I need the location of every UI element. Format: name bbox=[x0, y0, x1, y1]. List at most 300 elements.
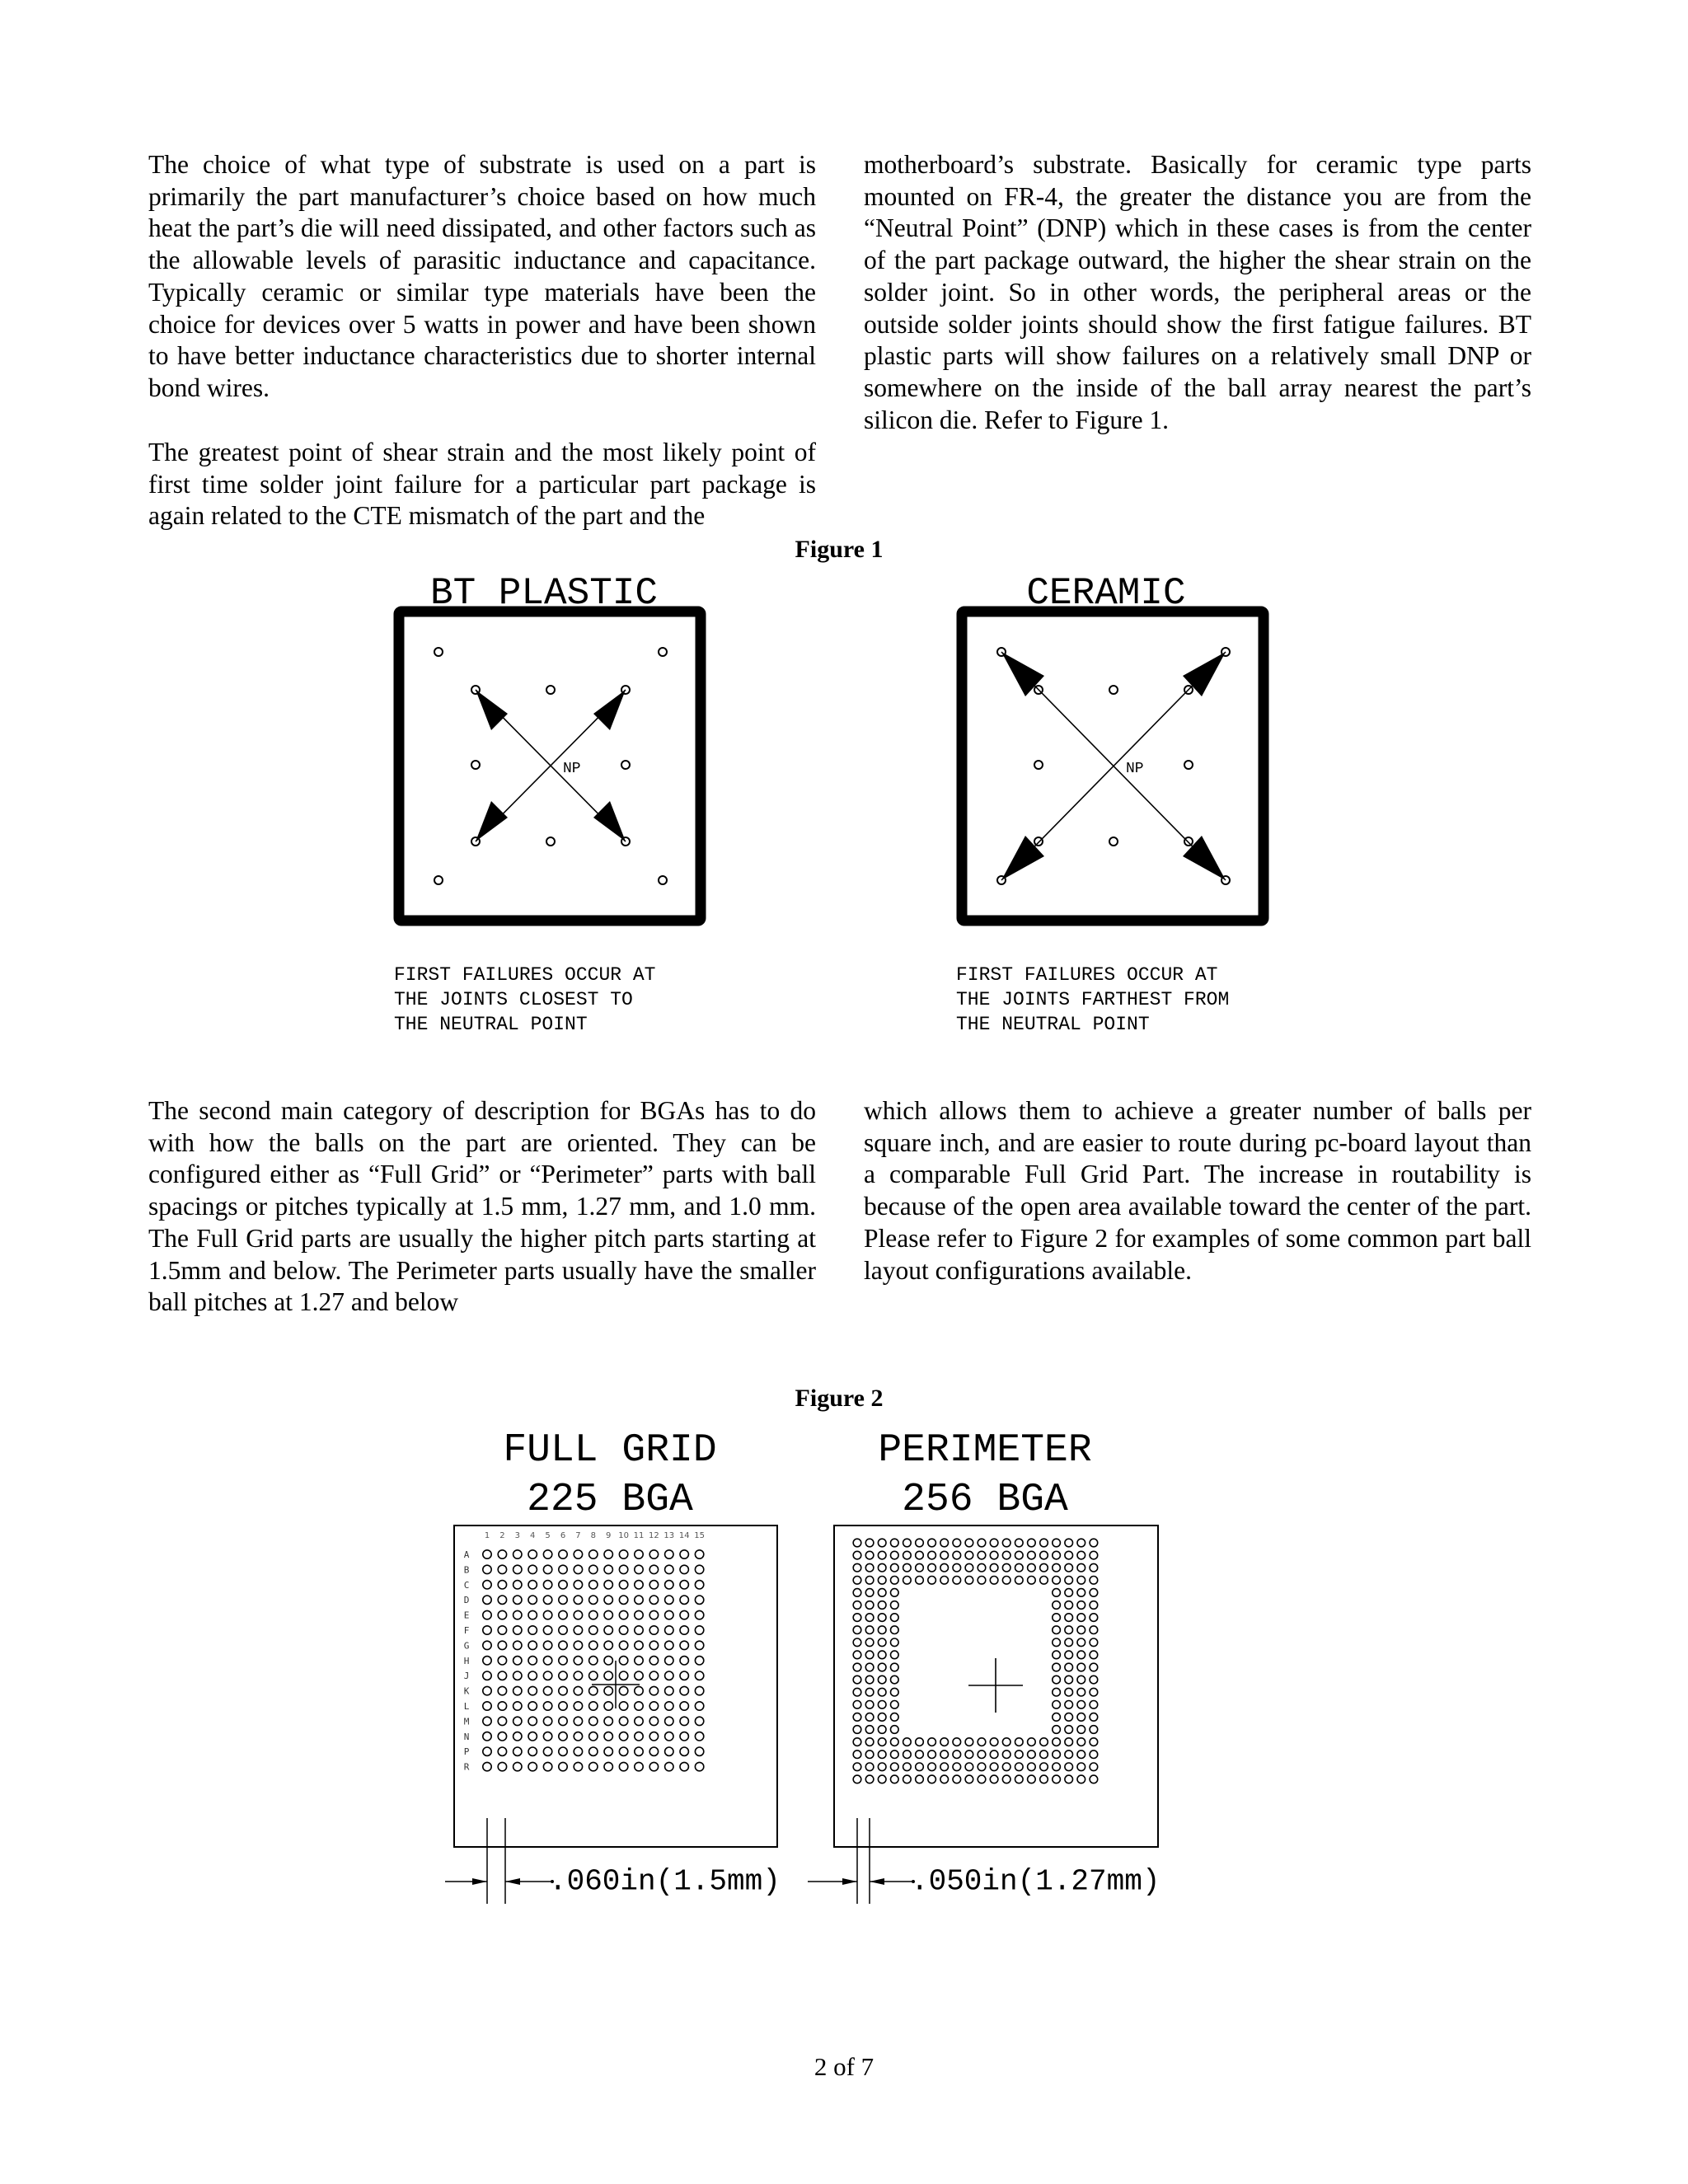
column-label: 14 bbox=[678, 1531, 690, 1540]
solder-ball bbox=[903, 1577, 912, 1585]
solder-ball bbox=[1090, 1601, 1098, 1610]
solder-ball bbox=[978, 1738, 986, 1746]
solder-ball bbox=[1065, 1726, 1073, 1734]
solder-ball bbox=[990, 1539, 998, 1547]
solder-ball bbox=[891, 1551, 899, 1559]
solder-ball bbox=[1002, 1577, 1010, 1585]
solder-ball bbox=[619, 1747, 627, 1755]
solder-ball bbox=[695, 1596, 703, 1604]
solder-ball bbox=[928, 1563, 936, 1572]
solder-ball bbox=[574, 1581, 582, 1589]
solder-ball bbox=[559, 1565, 567, 1573]
paragraph-substrate-choice: The choice of what type of substrate is used on a part is primarily the part manufacturer’s choice based on how much heat the part’s die will need dissipated, and other factors such as the allowable levels of parasitic inductance and capacitance. Typically ceramic or similar type materials have been the choice for devices over 5 watts in power and have been shown to have better inductance characteristics due to shorter internal bond wires. bbox=[148, 150, 816, 402]
solder-ball bbox=[559, 1596, 567, 1604]
solder-ball bbox=[513, 1596, 522, 1604]
solder-ball bbox=[1090, 1551, 1098, 1559]
solder-ball bbox=[513, 1657, 522, 1665]
solder-ball bbox=[1077, 1563, 1085, 1572]
solder-ball bbox=[635, 1671, 643, 1680]
solder-ball bbox=[1077, 1638, 1085, 1647]
solder-ball bbox=[853, 1638, 861, 1647]
solder-ball bbox=[1053, 1589, 1061, 1597]
solder-ball bbox=[865, 1551, 874, 1559]
solder-ball bbox=[978, 1577, 986, 1585]
column-label: 8 bbox=[590, 1531, 596, 1540]
solder-ball bbox=[483, 1550, 491, 1558]
solder-ball bbox=[619, 1717, 627, 1725]
full-grid-column-labels bbox=[485, 1531, 705, 1540]
solder-ball bbox=[990, 1750, 998, 1759]
solder-ball bbox=[903, 1775, 912, 1783]
solder-ball bbox=[1065, 1589, 1073, 1597]
perimeter-ball-array bbox=[853, 1539, 1098, 1783]
solder-ball bbox=[498, 1732, 506, 1741]
solder-ball bbox=[953, 1775, 961, 1783]
solder-ball bbox=[528, 1717, 537, 1725]
solder-ball bbox=[543, 1641, 551, 1649]
solder-ball bbox=[559, 1762, 567, 1770]
full-grid-ball-array bbox=[483, 1550, 704, 1771]
row-label: D bbox=[463, 1595, 470, 1606]
solder-ball bbox=[498, 1762, 506, 1770]
solder-ball bbox=[695, 1657, 703, 1665]
solder-ball bbox=[1090, 1726, 1098, 1734]
solder-ball bbox=[853, 1626, 861, 1634]
solder-ball bbox=[1090, 1589, 1098, 1597]
solder-ball bbox=[649, 1581, 658, 1589]
solder-ball bbox=[865, 1775, 874, 1783]
solder-ball bbox=[1002, 1551, 1010, 1559]
row-label: J bbox=[463, 1671, 470, 1682]
solder-ball bbox=[1077, 1738, 1085, 1746]
solder-ball bbox=[978, 1763, 986, 1771]
solder-ball bbox=[1040, 1750, 1048, 1759]
solder-ball bbox=[635, 1762, 643, 1770]
solder-ball bbox=[649, 1686, 658, 1694]
solder-ball bbox=[695, 1747, 703, 1755]
solder-ball bbox=[649, 1717, 658, 1725]
solder-ball bbox=[1077, 1601, 1085, 1610]
solder-ball bbox=[891, 1563, 899, 1572]
page-number: 2 of 7 bbox=[814, 2052, 874, 2081]
solder-ball bbox=[604, 1641, 612, 1649]
solder-ball bbox=[619, 1732, 627, 1741]
bt-plastic-caption: FIRST FAILURES OCCUR AT THE JOINTS CLOSEST TO THE NEUTRAL POINT bbox=[394, 964, 656, 1035]
solder-ball bbox=[619, 1565, 627, 1573]
solder-ball bbox=[635, 1732, 643, 1741]
solder-ball bbox=[619, 1626, 627, 1634]
solder-ball bbox=[878, 1688, 886, 1696]
solder-ball bbox=[878, 1775, 886, 1783]
solder-ball bbox=[1077, 1726, 1085, 1734]
solder-ball bbox=[649, 1747, 658, 1755]
solder-ball bbox=[574, 1626, 582, 1634]
solder-ball bbox=[649, 1732, 658, 1741]
solder-ball bbox=[903, 1551, 912, 1559]
solder-ball bbox=[1053, 1626, 1061, 1634]
solder-ball bbox=[865, 1701, 874, 1709]
solder-ball bbox=[1077, 1663, 1085, 1671]
solder-ball bbox=[513, 1747, 522, 1755]
solder-ball bbox=[619, 1550, 627, 1558]
solder-ball bbox=[1065, 1563, 1073, 1572]
solder-ball bbox=[1077, 1763, 1085, 1771]
solder-ball bbox=[1077, 1675, 1085, 1684]
solder-ball bbox=[940, 1563, 949, 1572]
perimeter-label-line2: 256 BGA bbox=[902, 1478, 1068, 1522]
solder-ball bbox=[483, 1610, 491, 1619]
solder-ball bbox=[1053, 1638, 1061, 1647]
solder-ball bbox=[853, 1663, 861, 1671]
solder-ball bbox=[891, 1675, 899, 1684]
solder-ball bbox=[965, 1539, 973, 1547]
solder-ball bbox=[695, 1641, 703, 1649]
solder-ball bbox=[903, 1563, 912, 1572]
row-label: L bbox=[463, 1701, 470, 1712]
solder-ball bbox=[574, 1702, 582, 1710]
solder-ball bbox=[891, 1626, 899, 1634]
solder-ball bbox=[1077, 1651, 1085, 1659]
solder-ball bbox=[695, 1550, 703, 1558]
solder-ball bbox=[528, 1550, 537, 1558]
solder-ball bbox=[1053, 1539, 1061, 1547]
column-label: 3 bbox=[514, 1531, 520, 1540]
solder-ball bbox=[680, 1732, 688, 1741]
solder-ball bbox=[878, 1726, 886, 1734]
solder-ball bbox=[665, 1550, 673, 1558]
solder-ball bbox=[891, 1701, 899, 1709]
solder-ball bbox=[574, 1657, 582, 1665]
solder-ball bbox=[604, 1717, 612, 1725]
solder-ball bbox=[1053, 1775, 1061, 1783]
solder-ball bbox=[1090, 1651, 1098, 1659]
solder-ball bbox=[695, 1626, 703, 1634]
solder-ball bbox=[965, 1551, 973, 1559]
solder-ball bbox=[635, 1641, 643, 1649]
solder-ball bbox=[680, 1702, 688, 1710]
solder-ball bbox=[543, 1581, 551, 1589]
solder-ball bbox=[978, 1775, 986, 1783]
row-label: P bbox=[463, 1746, 470, 1758]
solder-ball bbox=[543, 1747, 551, 1755]
solder-ball bbox=[559, 1657, 567, 1665]
solder-ball bbox=[1028, 1539, 1036, 1547]
solder-ball bbox=[680, 1686, 688, 1694]
solder-ball bbox=[965, 1563, 973, 1572]
solder-ball bbox=[865, 1651, 874, 1659]
solder-ball bbox=[1053, 1738, 1061, 1746]
solder-ball bbox=[1040, 1738, 1048, 1746]
column-label: 15 bbox=[694, 1531, 705, 1540]
solder-ball bbox=[559, 1581, 567, 1589]
solder-ball bbox=[619, 1641, 627, 1649]
solder-ball bbox=[891, 1775, 899, 1783]
solder-ball bbox=[680, 1641, 688, 1649]
solder-ball bbox=[1065, 1675, 1073, 1684]
solder-ball bbox=[1028, 1763, 1036, 1771]
solder-ball bbox=[853, 1713, 861, 1722]
solder-ball bbox=[604, 1702, 612, 1710]
solder-ball bbox=[649, 1657, 658, 1665]
solder-ball bbox=[649, 1702, 658, 1710]
solder-ball bbox=[574, 1641, 582, 1649]
solder-ball bbox=[604, 1686, 612, 1694]
solder-ball bbox=[1090, 1539, 1098, 1547]
solder-ball bbox=[1053, 1614, 1061, 1622]
solder-ball bbox=[953, 1551, 961, 1559]
solder-ball bbox=[1090, 1763, 1098, 1771]
solder-ball bbox=[878, 1551, 886, 1559]
solder-ball bbox=[953, 1750, 961, 1759]
solder-ball bbox=[891, 1738, 899, 1746]
solder-ball bbox=[589, 1747, 598, 1755]
solder-ball bbox=[498, 1657, 506, 1665]
solder-ball bbox=[878, 1601, 886, 1610]
solder-ball bbox=[1077, 1775, 1085, 1783]
solder-ball bbox=[589, 1671, 598, 1680]
solder-ball bbox=[1065, 1651, 1073, 1659]
solder-ball bbox=[891, 1763, 899, 1771]
solder-ball bbox=[635, 1596, 643, 1604]
solder-ball bbox=[940, 1763, 949, 1771]
solder-ball bbox=[878, 1663, 886, 1671]
solder-ball bbox=[940, 1738, 949, 1746]
solder-ball bbox=[483, 1596, 491, 1604]
solder-ball bbox=[543, 1732, 551, 1741]
solder-ball bbox=[680, 1671, 688, 1680]
solder-ball bbox=[1015, 1577, 1024, 1585]
solder-ball bbox=[928, 1763, 936, 1771]
perimeter-pitch-dimension bbox=[808, 1818, 915, 1904]
solder-ball bbox=[916, 1775, 924, 1783]
solder-ball bbox=[1002, 1738, 1010, 1746]
solder-ball bbox=[513, 1641, 522, 1649]
solder-ball bbox=[965, 1750, 973, 1759]
solder-ball bbox=[695, 1717, 703, 1725]
solder-ball bbox=[978, 1551, 986, 1559]
solder-ball bbox=[513, 1581, 522, 1589]
solder-ball bbox=[513, 1686, 522, 1694]
solder-ball bbox=[559, 1732, 567, 1741]
solder-ball bbox=[695, 1686, 703, 1694]
row-label: R bbox=[463, 1761, 470, 1773]
solder-ball bbox=[878, 1738, 886, 1746]
solder-ball bbox=[1065, 1688, 1073, 1696]
solder-ball bbox=[589, 1565, 598, 1573]
solder-ball bbox=[574, 1610, 582, 1619]
paragraph-shear-strain: The greatest point of shear strain and the most likely point of first time solder joint failure for a particular part package is again related to the CTE mismatch of the part and the bbox=[148, 438, 816, 531]
solder-ball bbox=[635, 1626, 643, 1634]
solder-ball bbox=[559, 1641, 567, 1649]
solder-ball bbox=[1065, 1539, 1073, 1547]
solder-ball bbox=[1028, 1750, 1036, 1759]
solder-ball bbox=[1053, 1551, 1061, 1559]
solder-ball bbox=[665, 1626, 673, 1634]
solder-ball bbox=[695, 1610, 703, 1619]
solder-ball bbox=[1090, 1638, 1098, 1647]
solder-ball bbox=[916, 1563, 924, 1572]
solder-ball bbox=[1053, 1675, 1061, 1684]
column-label: 5 bbox=[545, 1531, 551, 1540]
solder-ball bbox=[940, 1750, 949, 1759]
solder-ball bbox=[865, 1713, 874, 1722]
solder-ball bbox=[589, 1702, 598, 1710]
solder-ball bbox=[574, 1747, 582, 1755]
solder-ball bbox=[589, 1581, 598, 1589]
perimeter-label-line1: PERIMETER bbox=[878, 1428, 1092, 1473]
solder-ball bbox=[853, 1738, 861, 1746]
solder-ball bbox=[1090, 1701, 1098, 1709]
solder-ball bbox=[1002, 1539, 1010, 1547]
solder-ball bbox=[1015, 1738, 1024, 1746]
solder-ball bbox=[649, 1596, 658, 1604]
solder-ball bbox=[665, 1717, 673, 1725]
solder-ball bbox=[878, 1577, 886, 1585]
solder-ball bbox=[619, 1581, 627, 1589]
solder-ball bbox=[604, 1747, 612, 1755]
solder-ball bbox=[574, 1550, 582, 1558]
solder-ball bbox=[916, 1750, 924, 1759]
solder-ball bbox=[528, 1657, 537, 1665]
solder-ball bbox=[498, 1702, 506, 1710]
solder-ball bbox=[589, 1550, 598, 1558]
solder-ball bbox=[680, 1596, 688, 1604]
solder-ball bbox=[483, 1717, 491, 1725]
solder-ball bbox=[990, 1551, 998, 1559]
solder-ball bbox=[483, 1581, 491, 1589]
solder-ball bbox=[604, 1762, 612, 1770]
solder-ball bbox=[498, 1626, 506, 1634]
solder-ball bbox=[498, 1565, 506, 1573]
solder-ball bbox=[891, 1726, 899, 1734]
solder-ball bbox=[619, 1657, 627, 1665]
full-grid-row-labels bbox=[464, 1549, 470, 1773]
solder-ball bbox=[1090, 1563, 1098, 1572]
solder-ball bbox=[604, 1626, 612, 1634]
solder-ball bbox=[953, 1539, 961, 1547]
solder-ball bbox=[635, 1565, 643, 1573]
row-label: N bbox=[463, 1731, 470, 1742]
solder-ball bbox=[1077, 1589, 1085, 1597]
solder-ball bbox=[1090, 1775, 1098, 1783]
solder-ball bbox=[865, 1763, 874, 1771]
solder-ball bbox=[498, 1747, 506, 1755]
solder-ball bbox=[498, 1641, 506, 1649]
row-label: A bbox=[463, 1549, 470, 1560]
solder-ball bbox=[990, 1577, 998, 1585]
solder-ball bbox=[1002, 1775, 1010, 1783]
solder-ball bbox=[1065, 1601, 1073, 1610]
solder-ball bbox=[1065, 1551, 1073, 1559]
column-label: 4 bbox=[530, 1531, 536, 1540]
solder-ball bbox=[1090, 1688, 1098, 1696]
solder-ball bbox=[1077, 1688, 1085, 1696]
solder-ball bbox=[865, 1675, 874, 1684]
solder-ball bbox=[853, 1563, 861, 1572]
solder-ball bbox=[1053, 1663, 1061, 1671]
solder-ball bbox=[853, 1577, 861, 1585]
solder-ball bbox=[853, 1539, 861, 1547]
solder-ball bbox=[619, 1596, 627, 1604]
solder-ball bbox=[513, 1550, 522, 1558]
solder-ball bbox=[695, 1565, 703, 1573]
solder-ball bbox=[1065, 1701, 1073, 1709]
solder-ball bbox=[891, 1589, 899, 1597]
solder-ball bbox=[589, 1641, 598, 1649]
solder-ball bbox=[865, 1638, 874, 1647]
solder-ball bbox=[1090, 1713, 1098, 1722]
solder-ball bbox=[928, 1775, 936, 1783]
solder-ball bbox=[559, 1610, 567, 1619]
row-label: C bbox=[463, 1579, 470, 1591]
solder-ball bbox=[878, 1638, 886, 1647]
solder-ball bbox=[589, 1610, 598, 1619]
solder-ball bbox=[878, 1701, 886, 1709]
solder-ball bbox=[878, 1626, 886, 1634]
solder-ball bbox=[1077, 1750, 1085, 1759]
full-grid-pitch-label: .060in(1.5mm) bbox=[549, 1864, 781, 1899]
solder-ball bbox=[990, 1775, 998, 1783]
solder-ball bbox=[990, 1563, 998, 1572]
solder-ball bbox=[574, 1565, 582, 1573]
solder-ball bbox=[853, 1651, 861, 1659]
solder-ball bbox=[865, 1614, 874, 1622]
solder-ball bbox=[878, 1763, 886, 1771]
solder-ball bbox=[891, 1663, 899, 1671]
solder-ball bbox=[1065, 1775, 1073, 1783]
solder-ball bbox=[891, 1688, 899, 1696]
solder-ball bbox=[891, 1601, 899, 1610]
solder-ball bbox=[604, 1581, 612, 1589]
solder-ball bbox=[965, 1577, 973, 1585]
solder-ball bbox=[695, 1762, 703, 1770]
solder-ball bbox=[680, 1581, 688, 1589]
solder-ball bbox=[680, 1610, 688, 1619]
solder-ball bbox=[604, 1610, 612, 1619]
solder-ball bbox=[665, 1641, 673, 1649]
solder-ball bbox=[635, 1657, 643, 1665]
solder-ball bbox=[953, 1763, 961, 1771]
solder-ball bbox=[528, 1610, 537, 1619]
solder-ball bbox=[891, 1614, 899, 1622]
solder-ball bbox=[665, 1610, 673, 1619]
solder-ball bbox=[1053, 1688, 1061, 1696]
solder-ball bbox=[559, 1702, 567, 1710]
solder-ball bbox=[865, 1577, 874, 1585]
solder-ball bbox=[903, 1539, 912, 1547]
solder-ball bbox=[1053, 1563, 1061, 1572]
paragraph-neutral-point: motherboard’s substrate. Basically for ceramic type parts mounted on FR-4, the greater the distance you are from the “Neutral Point” (DNP) which in these cases is from the center of the part package outward, the higher the shear strain on the solder joint. So in other words, the peripheral areas or the outside solder joints should show the first fatigue failures. BT plastic parts will show failures on a relatively small DNP or somewhere on the inside of the ball array nearest the part’s silicon die. Refer to Figure 1. bbox=[864, 150, 1531, 434]
perimeter-center-cross bbox=[968, 1658, 1023, 1713]
solder-ball bbox=[543, 1686, 551, 1694]
solder-ball bbox=[528, 1581, 537, 1589]
solder-ball bbox=[574, 1686, 582, 1694]
solder-ball bbox=[543, 1702, 551, 1710]
solder-ball bbox=[891, 1713, 899, 1722]
solder-ball bbox=[483, 1626, 491, 1634]
solder-ball bbox=[1040, 1563, 1048, 1572]
bt-plastic-label: BT PLASTIC bbox=[429, 572, 659, 615]
solder-ball bbox=[891, 1577, 899, 1585]
solder-ball bbox=[635, 1550, 643, 1558]
solder-ball bbox=[1015, 1750, 1024, 1759]
solder-ball bbox=[619, 1671, 627, 1680]
solder-ball bbox=[559, 1686, 567, 1694]
solder-ball bbox=[528, 1626, 537, 1634]
solder-ball bbox=[1065, 1763, 1073, 1771]
solder-ball bbox=[543, 1671, 551, 1680]
solder-ball bbox=[916, 1577, 924, 1585]
